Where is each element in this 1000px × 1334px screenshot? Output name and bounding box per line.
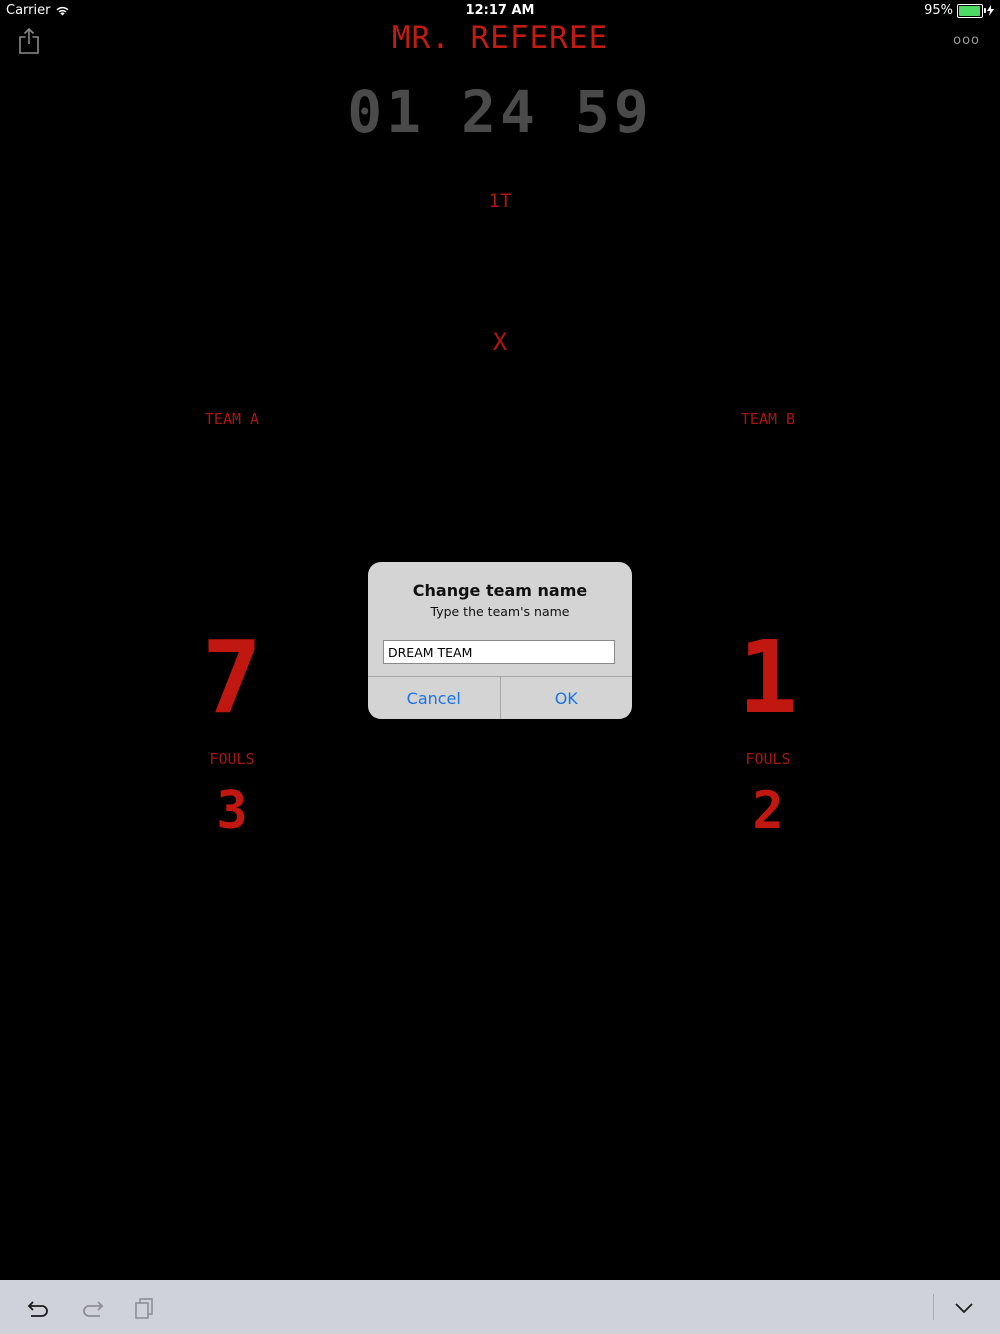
dialog-title: Change team name xyxy=(412,581,588,600)
dialog-message: Type the team's name xyxy=(430,604,570,619)
more-icon[interactable]: ooo xyxy=(953,33,980,48)
status-time: 12:17 AM xyxy=(465,3,535,18)
app-title: MR. REFEREE xyxy=(391,20,609,56)
team-a-name[interactable]: TEAM A xyxy=(204,410,260,428)
team-b-fouls-label: FOULS xyxy=(745,750,791,768)
battery-info xyxy=(924,3,994,18)
dialog-buttons xyxy=(368,676,632,719)
battery-percent: 95% xyxy=(924,3,953,18)
team-a-fouls[interactable]: 3 xyxy=(216,781,248,841)
redo-icon[interactable] xyxy=(80,1296,104,1320)
toolbar-separator xyxy=(933,1294,934,1320)
period-indicator[interactable]: 1T xyxy=(488,190,512,212)
paste-icon[interactable] xyxy=(133,1296,157,1320)
status-bar xyxy=(0,0,1000,20)
team-b-fouls[interactable]: 2 xyxy=(752,781,784,841)
change-team-name-dialog xyxy=(368,562,632,719)
undo-icon[interactable] xyxy=(27,1296,51,1320)
clock-hours: 01 xyxy=(347,78,426,146)
team-name-input[interactable] xyxy=(383,640,615,664)
cancel-button[interactable]: Cancel xyxy=(406,689,461,708)
chevron-down-icon[interactable] xyxy=(952,1296,976,1320)
game-clock[interactable] xyxy=(0,78,1000,146)
team-b-score[interactable]: 1 xyxy=(737,619,799,736)
battery-icon xyxy=(957,4,983,18)
ok-button[interactable]: OK xyxy=(500,677,633,719)
carrier-label: Carrier xyxy=(6,3,51,18)
charging-icon xyxy=(987,5,994,16)
keyboard-toolbar xyxy=(0,1280,1000,1334)
team-a-score[interactable]: 7 xyxy=(201,619,263,736)
team-b-name[interactable]: TEAM B xyxy=(740,410,796,428)
clock-seconds: 59 xyxy=(574,78,653,146)
team-a-fouls-label: FOULS xyxy=(209,750,255,768)
clock-minutes: 24 xyxy=(461,78,539,146)
battery-fill xyxy=(959,6,980,16)
versus-label: X xyxy=(492,328,508,356)
